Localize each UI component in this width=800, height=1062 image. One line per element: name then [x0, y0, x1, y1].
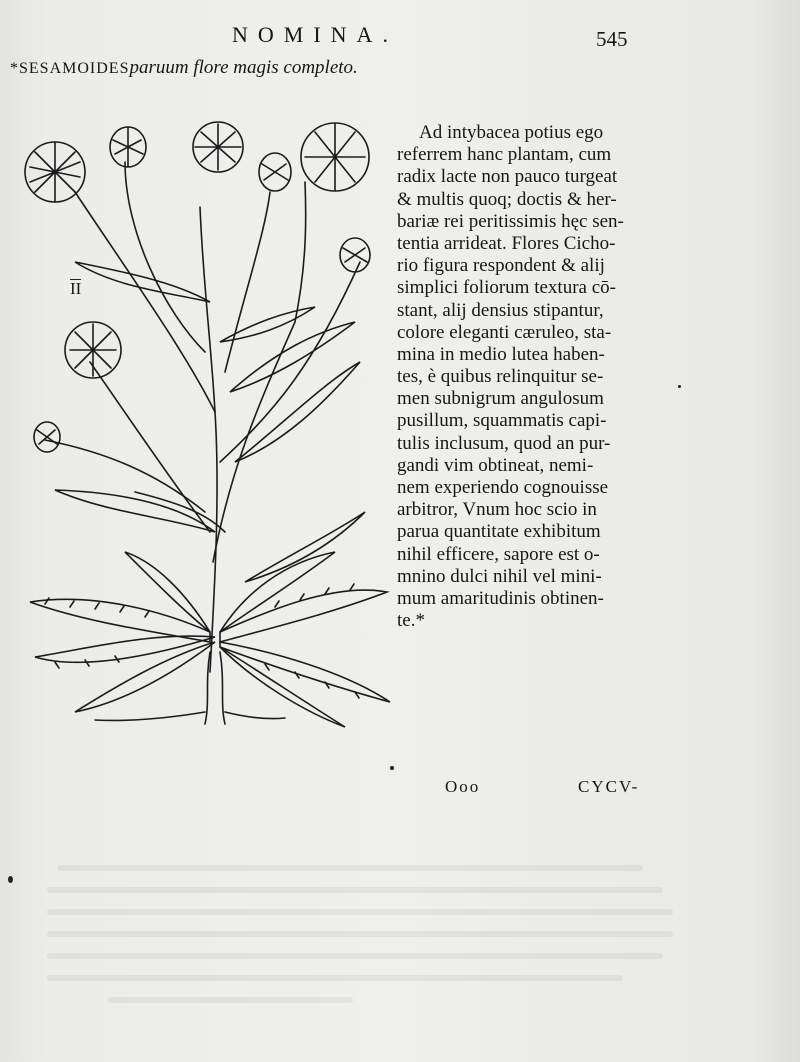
text-line: referrem hanc plantam, cum: [397, 144, 612, 166]
text-line: nem experiendo cognouisse: [397, 477, 609, 498]
text-line: & multis quoq; doctis & her-: [397, 188, 617, 210]
text-line: mnino dulci nihil vel mini-: [397, 565, 602, 587]
text-line: nihil efficere, sapore est o-: [397, 543, 600, 565]
latin-description-paragraph: [397, 122, 639, 632]
signature-mark: Ooo: [445, 777, 481, 796]
caption-lead: *SESAMOIDES: [10, 60, 130, 77]
text-line: pusillum, squammatis capi-: [397, 410, 607, 432]
text-line: men subnigrum angulosum: [397, 388, 604, 410]
text-line: gandi vim obtineat, nemi-: [397, 454, 594, 476]
running-title: NOMINA.: [232, 22, 398, 47]
ink-speck: [678, 385, 681, 388]
text-line: bariæ rei peritissimis hęc sen-: [397, 210, 624, 232]
caption-rest: paruum flore magis completo.: [129, 57, 358, 78]
text-line: tulis inclusum, quod an pur-: [397, 432, 611, 454]
ink-speck: [8, 876, 13, 883]
text-line: parua quantitate exhibitum: [397, 521, 601, 543]
text-line: stant, alij densius stipantur,: [397, 299, 604, 321]
figure-number: II: [70, 279, 82, 298]
page-number: 545: [596, 27, 628, 51]
bleed-through-texture: [20, 860, 780, 1010]
ink-speck: [390, 766, 394, 770]
figure-caption: [10, 57, 358, 79]
text-line: colore eleganti cæruleo, sta-: [397, 321, 612, 343]
text-line: Ad intybacea potius ego: [419, 122, 604, 143]
bleed-through-lines: [20, 860, 780, 1010]
text-line: tentia arrideat. Flores Cicho-: [397, 232, 616, 254]
catchword: CYCV-: [578, 777, 640, 796]
text-line: simplici foliorum textura cō-: [397, 277, 616, 299]
text-line: arbitror, Vnum hoc scio in: [397, 499, 597, 521]
text-line: tes, è quibus relinquitur se-: [397, 366, 604, 388]
text-line: mum amaritudinis obtinen-: [397, 587, 604, 609]
text-line: rio figura respondent & alij: [397, 255, 605, 277]
text-line: mina in medio lutea haben-: [397, 343, 605, 365]
text-line: radix lacte non pauco turgeat: [397, 166, 618, 188]
text-line: te.*: [397, 610, 425, 632]
plant-woodcut-illustration: [15, 112, 395, 732]
